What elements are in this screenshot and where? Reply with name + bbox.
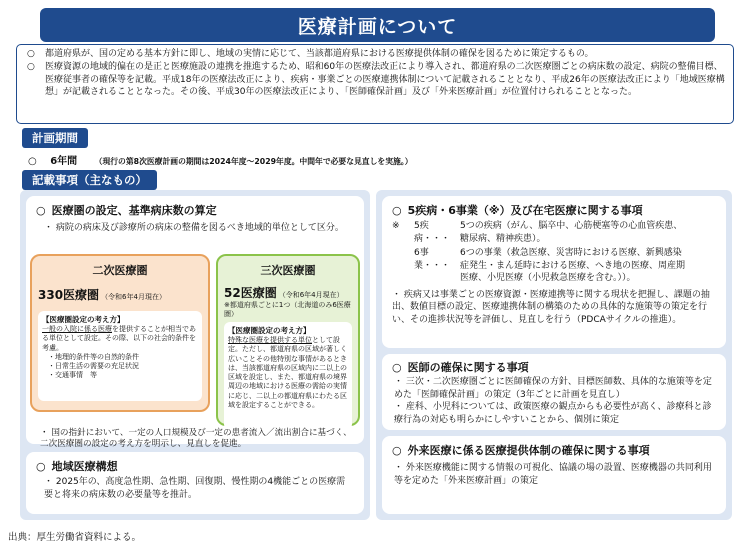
area-title-text: 医療圏の設定、基準病床数の算定 [51,204,217,217]
tertiary-detail [224,322,352,430]
secondary-area-box [30,254,210,412]
event-row [392,247,722,285]
d5-label: 5疾病・・・ [414,221,451,244]
bullet-circle-icon: ○ [36,204,46,217]
tertiary-area-count [224,284,352,301]
intro-box [16,44,734,124]
bullet-circle-icon: ○ [392,444,402,457]
area-desc: ・ 病院の病床及び診療所の病床の整備を図るべき地域的単位として区分。 [44,223,344,233]
disease-row [392,220,722,245]
tertiary-area-title: 三次医療圏 [260,264,316,277]
intro-item [25,48,725,60]
doctors-item: ・ 三次・二次医療圏ごとに医師確保の方針、目標医師数、具体的な施策等を定めた「医師確保計画」の策定（3年ごとに計画を見直し） [394,377,712,400]
secondary-desc [42,325,198,353]
e6-text: 6つの事業（救急医療、災害時における医療、新興感染症発生・まん延時における医療、へき地の医療、周産期医療、小児医療（小児救急医療を含む。））。 [460,248,686,283]
regional-desc: ・ 2025年の、高度急性期、急性期、回復期、慢性期の4機能ごとの医療需要と将来の病床数の必要量等を推計。 [44,477,346,500]
e6-label: 6事業・・・ [414,248,451,271]
tertiary-area-box [216,254,360,426]
items-tab: 記載事項（主なもの） [22,170,157,190]
diseases-desc: ・ 疾病又は事業ごとの医療資源・医療連携等に関する現状を把握し、課題の抽出、数値目標の設定、医療連携体制の構築のための具体的な施策等の策定を行い、その進捗状況等を評価し、見直しを行う（PDCAサイクルの推進）。 [392,289,710,325]
outpatient-card [382,436,726,514]
intro-text: 医療資源の地域的偏在の是正と医療施設の連携を推進するため、昭和60年の医療法改正により導入され、都道府県の二次医療圏ごとの病床数の設定、病院の整備目標、医療従事者の確保等を記載。平成18年の医療法改正により、疾病・事業ごとの医療連携体制について記載されることとなり、平成26年の医療法改正により「地域医療構想」が記載されることとなった。その後、平成30年の医療法改正により、「医師確保計画」及び「外来医療計画」が位置付けられることとなった。 [45,62,725,98]
star-mark: ※ [392,221,400,231]
regional-card [26,452,364,514]
tertiary-count-value: 52医療圏 [224,286,277,300]
doctors-items [394,376,720,426]
secondary-desc-ul: 一般の入院に係る医療 [42,325,112,333]
secondary-factor: ・日常生活の需要の充足状況 [48,362,139,371]
area-footnote: ・ 国の指針において、一定の人口規模及び一定の患者流入／流出割合に基づく、二次医療圏の設定の考え方を明示し、見直しを促進。 [40,428,352,449]
bullet-circle-icon: ○ [28,156,37,167]
intro-text: 都道府県が、国の定める基本方針に即し、地域の実情に応じて、当該都道府県における医療提供体制の確保を図るために策定するもの。 [45,49,594,59]
secondary-factor: ・交通事情 等 [48,371,97,380]
doctors-item: ・ 産科、小児科については、政策医療の観点からも必要性が高く、診療科と診療行為の対応も明らかにしやすいことから、個別に策定 [394,402,712,425]
doctors-title [392,359,529,375]
d5-text: 5つの疾病（がん、脳卒中、心筋梗塞等の心血管疾患、糖尿病、精神疾患）。 [460,221,683,244]
secondary-desc-text: を提供することが相当である単位として設定。その際、以下の社会的条件を考慮。 [42,325,196,352]
bullet-circle-icon: ○ [392,361,402,374]
outpatient-title-text: 外来医療に係る医療提供体制の確保に関する事項 [407,444,650,457]
right-panel [376,190,732,520]
area-card [26,196,364,449]
secondary-factor: ・地理的条件等の自然的条件 [48,352,139,361]
tertiary-desc [228,336,348,410]
secondary-detail [38,311,202,401]
source-note: 出典：厚生労働省資料による。 [8,532,142,543]
secondary-count-note: （令和6年4月現在） [101,293,166,301]
bullet-circle-icon: ○ [392,204,402,217]
outpatient-title [392,442,650,458]
period-value: 6年間 [50,156,78,167]
regional-title-text: 地域医療構想 [51,460,118,473]
area-title [36,202,217,218]
regional-title [36,458,118,474]
doctors-title-text: 医師の確保に関する事項 [407,361,529,374]
bullet-circle-icon: ○ [27,49,35,59]
plan-period [28,152,413,167]
bullet-circle-icon: ○ [27,62,35,73]
doctors-card [382,354,726,430]
tertiary-head: 【医療圏設定の考え方】 [228,326,311,335]
period-note: （現行の第8次医療計画の期間は2024年度～2029年度。中間年で必要な見直しを実施。） [94,157,413,166]
secondary-area-count [38,286,202,303]
tertiary-count-note: （令和6年4月現在） [278,291,344,299]
intro-item [25,61,725,98]
secondary-area-title: 二次医療圏 [92,264,148,277]
diseases-card [382,196,726,348]
bullet-circle-icon: ○ [36,460,46,473]
page-title: 医療計画について [297,15,458,38]
plan-period-tab: 計画期間 [22,128,88,148]
diseases-title-text: 5疾病・6事業（※）及び在宅医療に関する事項 [407,204,643,217]
tertiary-note: ※都道府県ごとに1つ（北海道のみ6医療圏） [224,301,351,318]
tertiary-desc-text: として設定。ただし、都道府県の区域が著しく広いことその他特別な事情があるときは、当該都道府県の区域内に二以上の区域を設定し、また、都道府県の境界周辺の地域における医療の需給の実情に応じ、二以上の都道府県にわたる区域を設定することができる。 [228,336,347,410]
left-panel [20,190,370,520]
diseases-title [392,202,643,218]
title-banner [40,8,715,42]
diseases-list [392,220,722,326]
tertiary-desc-ul: 特殊な医療を提供する単位 [228,336,312,344]
secondary-head: 【医療圏設定の考え方】 [42,315,125,324]
outpatient-desc: ・ 外来医療機能に関する情報の可視化、協議の場の設置、医療機器の共同利用等を定めた「外来医療計画」の策定 [394,463,712,486]
secondary-count-value: 330医療圏 [38,288,100,302]
